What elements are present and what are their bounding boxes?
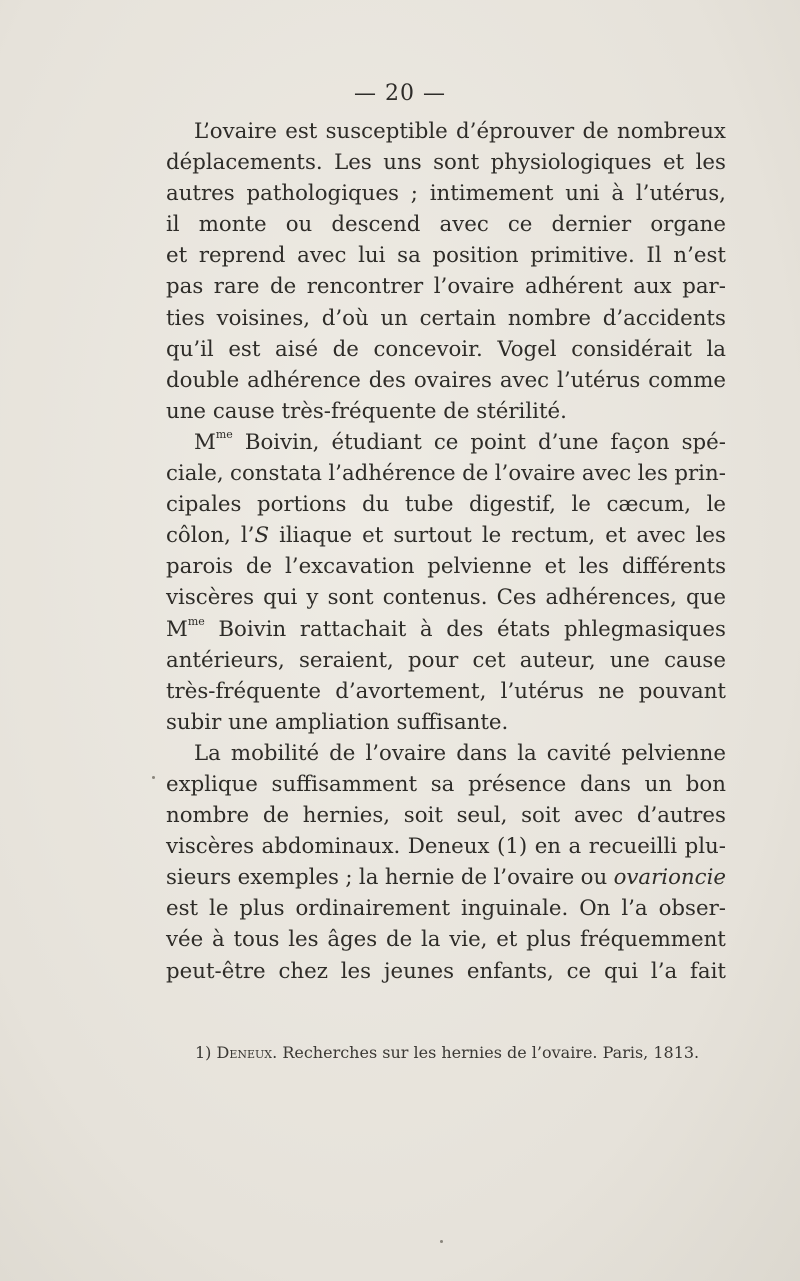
footnote-author: Deneux xyxy=(216,1043,273,1062)
page-number: — 20 — xyxy=(354,81,446,106)
footnote-text: . Recherches sur les hernies de l’ovaire. Paris, 1813. xyxy=(272,1043,700,1062)
text-line: viscères abdominaux. Deneux (1) en a recueilli plu- xyxy=(166,834,726,860)
text-line: explique suffisamment sa présence dans un bon xyxy=(166,771,726,797)
text-line: une cause très-fréquente de stérilité. xyxy=(166,398,567,424)
text-line: côlon, l’S iliaque et surtout le rectum, et avec les xyxy=(166,523,726,549)
footnote-marker: 1) xyxy=(195,1043,212,1062)
text-line: ties voisines, d’où un certain nombre d’accidents xyxy=(166,305,726,331)
text-line: sieurs exemples ; la hernie de l’ovaire ou ovarioncie xyxy=(166,865,726,891)
text-line: pas rare de rencontrer l’ovaire adhérent aux par- xyxy=(166,274,726,300)
text-line: peut-être chez les jeunes enfants, ce qui l’a fait xyxy=(166,958,726,984)
text-line: est le plus ordinairement inguinale. On l’a obser- xyxy=(166,896,726,922)
paper-speck xyxy=(152,776,155,779)
body-text xyxy=(166,116,726,987)
text-line: vée à tous les âges de la vie, et plus fréquemment xyxy=(166,927,726,953)
text-line: ciale, constata l’adhérence de l’ovaire avec les prin- xyxy=(166,461,726,487)
text-line: très-fréquente d’avortement, l’utérus ne pouvant xyxy=(166,678,726,704)
footnote xyxy=(195,1043,700,1062)
text-line: cipales portions du tube digestif, le cæcum, le xyxy=(166,492,726,518)
text-line: viscères qui y sont contenus. Ces adhérences, que xyxy=(166,585,726,611)
text-line: La mobilité de l’ovaire dans la cavité pelvienne xyxy=(194,740,726,766)
paper-speck xyxy=(440,1240,443,1243)
text-line: L’ovaire est susceptible d’éprouver de nombreux xyxy=(194,119,726,144)
text-line: qu’il est aisé de concevoir. Vogel considérait la xyxy=(166,336,726,362)
text-line: il monte ou descend avec ce dernier organe xyxy=(166,212,726,238)
text-line: $M^{me}$ Boivin rattachait à des états phlegmasiques xyxy=(166,614,726,642)
text-line: subir une ampliation suffisante. xyxy=(166,709,509,735)
text-line: $M^{me}$ Boivin, étudiant ce point d’une façon spé- xyxy=(194,427,726,455)
text-line: double adhérence des ovaires avec l’utérus comme xyxy=(166,367,726,393)
text-line: nombre de hernies, soit seul, soit avec d’autres xyxy=(166,803,726,829)
text-line: et reprend avec lui sa position primitive. Il n’est xyxy=(166,243,726,269)
text-line: autres pathologiques ; intimement uni à l’utérus, xyxy=(166,181,726,207)
text-line: déplacements. Les uns sont physiologiques et les xyxy=(166,150,726,176)
text-line: antérieurs, seraient, pour cet auteur, une cause xyxy=(166,647,726,673)
text-line: parois de l’excavation pelvienne et les différents xyxy=(166,554,726,580)
